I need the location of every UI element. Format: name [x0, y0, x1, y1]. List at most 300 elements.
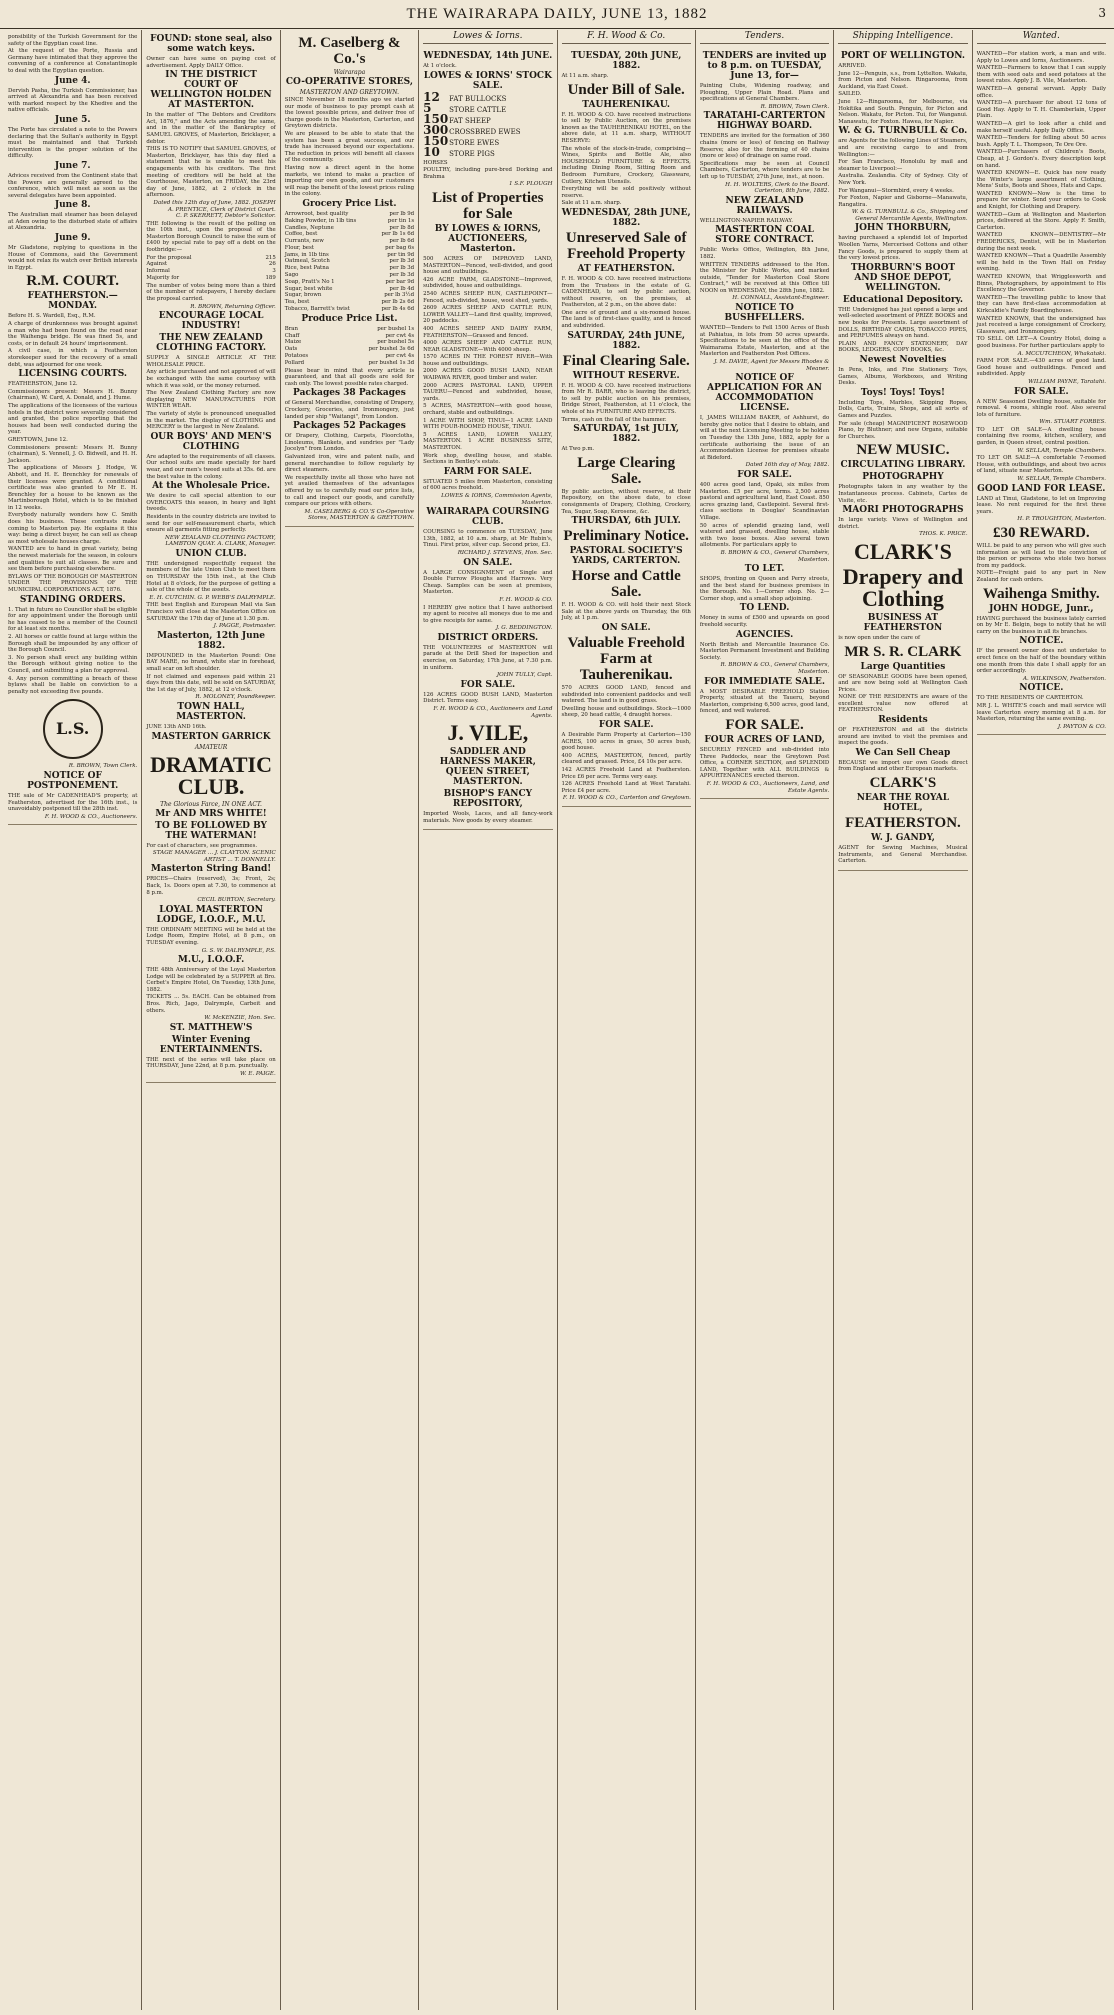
headline: TENDERS are invited up to 8 p.m. on TUESDAY, June 13, for—: [702, 51, 827, 81]
signature: 1 S.F. PLOUGH: [509, 181, 553, 188]
paragraph: 5 ACRES LAND, LOWER VALLEY, MASTERTON. 1 ACRE BUSINESS SITE, MASTERTON.: [423, 431, 553, 451]
headline: FOR SALE.: [460, 679, 516, 690]
paragraph: F. H. WOOD & CO. have received instructions to sell by Public Auction, on the premises known as the TAUHERENIKAU HOTEL, on the above date, at 11 a.m. sharp, WITHOUT RESERVE:: [561, 111, 691, 144]
paragraph: WANTED KNOWN—That a Quadrille Assembly will be held in the Town Hall on Friday evening.: [976, 253, 1106, 273]
headline: THE NEW ZEALAND CLOTHING FACTORY.: [156, 333, 267, 354]
signature: R. BROWN, Town Clerk.: [760, 103, 830, 110]
price-row: [146, 255, 275, 262]
paragraph: For sale (cheap) MAGNIFICENT ROSEWOOD Piano, by Bluthner; and new Organs, suitable for Churches.: [838, 420, 968, 440]
paragraph: WANTED—Purchasers of Children's Boots, Cheap, at J. Gordon's. Every description kept on hand.: [976, 149, 1106, 169]
item-price: per bag 6s: [385, 244, 415, 251]
paragraph: THE Undersigned has just opened a large and well-selected assortment of PRIZE BOOKS and new books for Presents. Large assortment of DOLLS, BIRTHDAY CARDS, TOBACCO PIPES, and PERFUMES always on hand.: [838, 306, 968, 340]
headline: LOWES & IORNS' STOCK SALE.: [423, 70, 552, 91]
column-7: [834, 30, 972, 2010]
paragraph: In the matter of "The Debtors and Creditors Act, 1876," and the Acts amending the same, and in the matter of the Bankruptcy of SAMUEL GROVES, of Masterton, Bricklayer, a debtor.: [146, 112, 276, 145]
column-6: [696, 30, 834, 2010]
paragraph: One acre of ground and a six-roomed house. The land is of first-class quality, and is fenced and subdivided.: [561, 309, 691, 330]
signature: STAGE MANAGER ... J. CLAYTON. SCENIC ARTIST ... T. DONNELLY.: [152, 850, 276, 863]
paragraph: Money in sums of £500 and upwards on good freehold security.: [699, 615, 830, 629]
item-price: 215: [265, 254, 276, 261]
headline: TO LEND.: [739, 603, 790, 614]
subheading: The Glorious Farce, IN ONE ACT.: [160, 800, 262, 808]
item-price: per lb 3d: [389, 258, 415, 265]
signature: E. H. CUTCHIN. G. P. WEBB'S DALRYMPLE.: [149, 594, 276, 601]
headline: BY LOWES & IORNS, AUCTIONEERS, Masterton.: [434, 223, 541, 254]
paragraph: If not claimed and expenses paid within 21 days from this date, will be sold on SATURDAY, the 1st day of July, 1882, at 12 o'clock.: [146, 673, 276, 693]
headline: W. J. GANDY,: [870, 833, 935, 844]
paragraph: In large variety. Views of Wellington and district.: [838, 517, 968, 530]
item-name: Jams, in 1lb tins: [284, 251, 329, 258]
item-price: per bushel 1s: [377, 325, 415, 332]
paragraph: having purchased a splendid lot of Imported Woollen Yarns, Mercerised Cottons and other Fancy Goods, is prepared to supply them at the very lowest prices.: [838, 235, 968, 262]
column-heading: Shipping Intelligence.: [838, 30, 967, 44]
display-heading: NEW MUSIC.: [856, 442, 950, 459]
headline: Toys! Toys! Toys!: [860, 387, 945, 398]
headline: JOHN THORBURN,: [854, 223, 952, 234]
price-row: [285, 252, 414, 259]
item-price: per lb 1s 6d: [381, 231, 415, 238]
paragraph: TO SELL OR LET—A Country Hotel, doing a good business. For further particulars apply to: [976, 336, 1106, 349]
display-heading: Horse and Cattle Sale.: [571, 568, 681, 601]
paragraph: 4. Any person committing a breach of these bylaws shall be liable on conviction to a penalty not exceeding five pounds.: [8, 675, 138, 695]
headline: ST. MATTHEW'S: [169, 1022, 253, 1033]
paragraph: Including Tops, Marbles, Skipping Ropes, Dolls, Carts, Trains, Shops, and all sorts of Games and Puzzles.: [838, 399, 968, 419]
paragraph: are Agents for the following Lines of Steamers, and are receiving cargo to and from Wellington:—: [838, 138, 968, 158]
paragraph: The variety of style is pronounced unequalled in the market. The display of CLOTHING and MERCERY is the largest in New Zealand.: [146, 410, 276, 431]
paragraph: HORSES: [423, 159, 448, 166]
paragraph: 400 ACRES, MASTERTON, fenced, partly cleared and grassed. Price, £4 10s per acre.: [561, 752, 691, 766]
headline: LICENSING COURTS.: [18, 369, 128, 380]
paragraph: A MOST DESIRABLE FREEHOLD Station Property, situated at the Taueru, beyond Masterton, comprising 6,500 acres, good land, fenced, and well watered.: [699, 688, 830, 715]
signature: R. MOLONEY, Poundkeeper.: [195, 694, 276, 701]
item-price: 3: [272, 268, 276, 275]
paragraph: of General Merchandise, consisting of Drapery, Crockery, Groceries, and Ironmongery, just landed per ship "Waitangi", from London.: [284, 400, 415, 420]
paragraph: We are pleased to be able to state that the system has been a great success, and our trade has increased beyond our expectations. The reduction in prices will benefit all classes of the community.: [284, 130, 415, 164]
headline: Masterton String Band!: [150, 864, 272, 875]
headline: ON SALE.: [463, 557, 513, 568]
item-price: per bushel 1s 3d: [368, 359, 415, 366]
headline: TUESDAY, 20th JUNE, 1882.: [570, 51, 682, 71]
headline: WAIRARAPA COURSING CLUB.: [426, 507, 550, 528]
signature: F. H. WOOD & CO.: [499, 596, 553, 603]
stock-count: 300: [423, 122, 449, 137]
item-name: Oats: [284, 346, 298, 353]
item-price: per lb 6d: [389, 238, 415, 245]
item-price: per cwt 4s: [385, 353, 415, 360]
headline: THORBURN'S BOOT AND SHOE DEPOT, WELLINGTON.: [850, 262, 956, 293]
price-row: [285, 279, 414, 286]
paragraph: 126 ACRES GOOD BUSH LAND, Masterton District. Terms easy.: [423, 691, 553, 705]
display-heading: Preliminary Notice.: [563, 528, 689, 545]
paragraph: ponsibility of the Turkish Government for the safety of the Egyptian coast line.: [8, 34, 138, 47]
item-name: Sago: [284, 272, 299, 279]
paragraph: SAILED.: [838, 91, 862, 98]
paragraph: WANTED—Tenders for felling about 50 acres bush. Apply T. L. Thompson, Te Ore Ore.: [976, 135, 1106, 148]
headline: TO LET.: [744, 564, 785, 575]
headline: LOYAL MASTERTON LODGE, I.O.O.F., M.U.: [156, 904, 266, 925]
item-name: Baking Powder, in 1lb tins: [284, 217, 357, 224]
paragraph: Public Works Office, Wellington, 8th June, 1882.: [699, 247, 830, 260]
paragraph: A charge of drunkenness was brought against a man who had been found on the road near the Waihenga bridge. He was fined 5s, and costs, or in default 24 hours' imprisonment.: [8, 321, 138, 347]
signature: H. H. WOLTERS, Clerk to the Board. Carterton, 8th June, 1882.: [725, 181, 830, 195]
advertisement-block: [423, 47, 552, 830]
price-row: [285, 231, 414, 238]
paragraph: 1 ACRE WITH SHOP, TINUI—1 ACRE LAND WITH FOUR-ROOMED HOUSE, TINUI.: [423, 417, 553, 431]
paragraph: F. H. WOOD & CO. have received instructions from the Trustees in the estate of G. CADENHEAD, to sell by public auction, without reserve, on the premises, at Featherston, at 2 p.m., on the above date:: [561, 275, 691, 309]
signature: THOS. K. PRICE.: [919, 531, 968, 538]
paragraph: WANTED KNOWN, that the undersigned has just received a large consignment of Crockery, Glassware, and Ironmongery.: [976, 315, 1106, 335]
headline: At the Wholesale Price.: [152, 481, 271, 492]
price-row: [146, 275, 275, 282]
paragraph: TENDERS are invited for the formation of 360 chains (more or less) of fencing on Railway Reserve; also for the forming of 40 chains (more or less) of drainage on same road.: [699, 133, 830, 160]
paragraph: 4000 ACRES SHEEP AND CATTLE RUN, NEAR GLADSTONE—With 4000 sheep.: [423, 340, 553, 353]
stock-row: [423, 89, 552, 104]
headline: MAORI PHOTOGRAPHS: [842, 505, 964, 516]
paragraph: 1570 ACRES IN THE FOREST RIVER—With house and outbuildings.: [423, 354, 553, 367]
signature: G. S. W. DALRYMPLE, P.S.: [201, 947, 276, 954]
item-price: per lb 3d: [389, 265, 415, 272]
display-heading: Waihenga Smithy.: [982, 585, 1100, 602]
price-row: [285, 306, 414, 313]
headline: W. & G. TURNBULL & Co.: [838, 126, 968, 137]
item-price: per lb 3½d: [384, 292, 415, 299]
paragraph: THE best English and European Mail via San Francisco will close at the Masterton Office on SATURDAY the 17th day of June at 1.30 p.m.: [146, 602, 276, 622]
paragraph: BYLAWS OF THE BOROUGH OF MASTERTON UNDER THE PROVISIONS OF THE MUNICIPAL CORPORATIONS ACT, 1876.: [8, 573, 138, 593]
signature: W. & G. TURNBULL & Co., Shipping and General Mercantile Agents, Wellington.: [851, 209, 968, 222]
paragraph: THE following is the result of the polling on the 10th inst., upon the proposal of the Masterton Borough Council to raise the sum of £400 by special rate to pay off a debt on the footbridge:—: [146, 220, 276, 254]
paragraph: WANTED KNOWN—Now is the time to prepare for winter. Send your orders to Cook and Knight, for Clothing and Drapery.: [976, 190, 1106, 211]
display-heading: Unreserved Sale of Freehold Property: [565, 229, 687, 262]
paragraph: 400 acres good land, Opaki, six miles from Masterton. £5 per acre, terms. 2,500 acres pastoral and agricultural land, East Coast. 850 acres grazing land, Castlepoint. Several first-class sections in Douglas' Scandinavian Village.: [699, 481, 830, 521]
paragraph: 50 acres of splendid grazing land, well watered and grassed, dwelling house, stable with two loose boxes. Also several town allotments. For particulars apply to: [699, 522, 830, 549]
signature: F. H. WOOD & CO., Carterton and Greytown.: [562, 795, 691, 802]
paragraph: I HEREBY give notice that I have authorised my agent to receive all moneys due to me and to give receipts for same.: [423, 604, 553, 624]
paragraph: I, JAMES WILLIAM BAKER, of Ashhurst, do hereby give notice that I desire to obtain, and will at the next Licensing Meeting to be holden on Tuesday the 13th June, 1882, apply for a certificate authorising the issue of an Accommodation License for premises situate at Bideford.: [699, 415, 830, 461]
display-heading: R.M. COURT.: [26, 273, 119, 290]
paragraph: WANTED—Gum at Wellington and Masterton prices, delivered at the Store. Apply F. Smith, Carterton.: [976, 211, 1106, 231]
paragraph: THE undersigned respectfully request the members of the late Union Club to meet them on THURSDAY the 15th inst., at the Club Hotel at 8 o'clock, for the purpose of getting a sale of the whole of the assets.: [146, 560, 276, 594]
paragraph: WANTED KNOWN—E. Quick has now ready the Winter's large assortment of Clothing, Mens' Suits, Boots and Shoes, Hats and Caps.: [976, 170, 1106, 190]
advertisement-block: [146, 30, 275, 1083]
paragraph: WANTED—A purchaser for about 12 tons of Good Hay. Apply to T. H. Chamberlain, Upper Plain.: [976, 100, 1106, 120]
paragraph: IMPOUNDED in the Masterton Pound: One BAY MARE, no brand, white star in forehead, small scar on left shoulder.: [146, 652, 276, 672]
stock-row: [423, 144, 552, 159]
price-row: [285, 353, 414, 360]
paragraph: TO LET OR SALE—A dwelling house containing five rooms, kitchen, scullery, and garden, in Queen street, central position.: [976, 426, 1106, 447]
column-4: [419, 30, 557, 2010]
headline: Grocery Price List.: [302, 198, 397, 209]
paragraph: HAVING purchased the business lately carried on by Mr E. Belgin, begs to notify that he will carry on the business in all its branches.: [976, 615, 1106, 635]
item-name: Tea, best: [284, 299, 310, 306]
price-row: [285, 211, 414, 218]
signature: F. H. WOOD & CO., Auctioneers, Land, and Estate Agents.: [706, 780, 830, 794]
paragraph: Work shop, dwelling house, and stable. Sections in Bentley's estate.: [423, 452, 553, 466]
headline: Packages 38 Packages: [293, 388, 406, 399]
subheading: Wairarapa: [333, 69, 366, 76]
headline: Residents: [878, 715, 928, 726]
paragraph: Sale at 11 a.m. sharp.: [561, 200, 622, 207]
signature: Dated this 12th day of June, 1882. JOSEPH A. PRENTICE, Clerk of District Court.: [153, 199, 276, 213]
paragraph: Having now a direct agent in the home markets, we intend to make a practice of importing our own goods, and our customers will reap the benefit of the lowest prices ruling in the colony.: [284, 164, 415, 198]
signature: W. SELLAR, Temple Chambers.: [1017, 476, 1106, 483]
headline: NEAR THE ROYAL HOTEL,: [856, 793, 950, 814]
headline: TO BE FOLLOWED BY THE WATERMAN!: [155, 820, 267, 841]
item-price: per lb 3d: [389, 272, 415, 279]
advertisement-block: [8, 30, 137, 825]
headline: FARM FOR SALE.: [443, 466, 532, 477]
headline: Newest Novelties: [859, 355, 947, 365]
price-row: [285, 218, 414, 225]
paragraph: JUNE 13th AND 16th.: [146, 723, 207, 730]
paragraph: FARM FOR SALE.—430 acres of good land. Good house and outbuildings. Fenced and subdivided. Apply: [976, 358, 1106, 378]
paragraph: Specifications may be seen at Council Chambers, Carterton, where tenders are to be left up to TUESDAY, 27th June, inst., at noon.: [699, 160, 830, 180]
paragraph: Dervish Pasha, the Turkish Commissioner, has arrived at Alexandria and has been received with marked respect by the Khedive and the native officials.: [8, 87, 138, 114]
signature: C. P. SKERRETT, Debtor's Solicitor.: [176, 213, 276, 220]
headline: PHOTOGRAPHY: [862, 472, 944, 483]
paragraph: NOTE—Freight paid to any part in New Zealand for cash orders.: [976, 570, 1106, 583]
item-name: Candles, Neptune: [284, 224, 334, 231]
price-row: [285, 333, 414, 340]
item-price: per bushel 5s: [377, 339, 415, 346]
paragraph: WANTED—Tenders to Fell 1500 Acres of Bush at Pahiatua, in lots from 50 acres upwards. Specifications to be seen at the office of the Waimarama Estate, Masterton, and at the Masterton and Featherston Post Offices.: [699, 325, 830, 358]
paragraph: FEATHERSTON, June 12.: [8, 381, 78, 388]
paragraph: THE ORDINARY MEETING will be held at the Lodge Room, Empire Hotel, at 8 p.m., on TUESDAY evening.: [146, 926, 276, 946]
display-heading-large: J. VILE,: [447, 720, 529, 746]
item-name: Majority for: [146, 275, 180, 282]
headline: MASTERTON GARRICK: [151, 731, 271, 742]
signature: J. G. BEDDINGTON.: [495, 625, 553, 632]
paragraph: COURSING to commence on TUESDAY, June 13th, 1882, at 10 a.m. sharp, at Mr Rubin's, Tinui. First prize, silver cup. Second prize, £3.: [423, 529, 553, 549]
item-name: Rice, best Patna: [284, 265, 329, 272]
paragraph: THIS IS TO NOTIFY that SAMUEL GROVES, of Masterton, Bricklayer, has this day filed a statement that he is unable to meet his engagements with his creditors. The first meeting of creditors will be held at the Courthouse, Masterton, on FRIDAY, the 23rd day of June, 1882, at 2 o'clock in the afternoon.: [146, 146, 276, 199]
paragraph: OF FEATHERSTON and all the districts around are invited to visit the premises and inspect the goods.: [838, 727, 968, 747]
headline: JOHN HODGE, Junr.,: [989, 603, 1094, 614]
signature: LOWES & IORNS, Commission Agents, Masterton.: [441, 492, 553, 506]
headline: THURSDAY, 6th JULY.: [571, 516, 681, 527]
paragraph: At 11 a.m. sharp.: [561, 73, 609, 79]
headline: SATURDAY, 1st JULY, 1882.: [573, 424, 680, 445]
headline: BUSINESS AT FEATHERSTON: [863, 612, 943, 633]
paragraph: TO LET OR SALE—A comfortable 7-roomed House, with outbuildings, and about two acres of land, situate near Masterton.: [976, 455, 1106, 475]
headline: June 4.: [54, 75, 91, 86]
item-price: per lb 4d: [389, 285, 415, 292]
item-name: Oatmeal, Scotch: [284, 258, 330, 265]
stock-list: [423, 89, 552, 159]
paragraph: The whole of the stock-in-trade, comprising—Wines, Spirits and Bottle Ale, also HOUSEHOLD FURNITURE & EFFECTS, including Dining Room, Sitting Room and Bedroom Furniture, Crockery, Glassware, Cutlery, Kitchen Utensils.: [561, 145, 691, 185]
headline: BISHOP'S FANCY REPOSITORY,: [443, 789, 533, 810]
stock-count: 5: [423, 100, 432, 115]
item-name: Soap, Pratt's No 1: [284, 278, 335, 285]
signature: B. BROWN & CO., General Chambers, Masterton.: [720, 549, 830, 563]
column-heading: Lowes & Iorns.: [423, 30, 552, 44]
column-1: [4, 30, 142, 2010]
paragraph: 142 ACRES Freehold Land at Featherston. Price £6 per acre. Terms very easy.: [561, 766, 691, 780]
headline: Educational Depository.: [842, 294, 963, 305]
headline: DISTRICT ORDERS.: [437, 632, 539, 643]
headline: SATURDAY, 24th JUNE, 1882.: [567, 330, 685, 351]
paragraph: At the request of the Porte, Russia and Germany have intimated that they approve the convening of a conference at Constantinople to deal with the Egyptian question.: [8, 48, 138, 74]
paragraph: WELLINGTON-NAPIER RAILWAY.: [699, 217, 794, 224]
paragraph: The applications of the licensees of the various hotels in the district were severally considered and granted, the police reporting that the houses had been well conducted during the year.: [8, 402, 138, 436]
signature: W. E. PAIGE.: [239, 1071, 276, 1078]
paragraph: SINCE November 18 months ago we started our mode of business to pay prompt cash at the lowest possible prices, and deliver free of charge goods in the Masterton, Carterton, and Greytown districts.: [284, 97, 415, 130]
headline: June 5.: [54, 114, 91, 125]
paragraph: Galvanized iron, wire and patent nails, and general merchandise to follow regularly by direct steamers.: [284, 453, 415, 474]
masthead: [0, 0, 1114, 29]
signature: F. H. WOOD & CO., Auctioneers.: [44, 813, 138, 820]
item-name: Sugar, brown: [284, 292, 322, 299]
item-price: per lb 9d: [389, 210, 415, 217]
item-price: 189: [265, 275, 276, 282]
subheading: MASTERTON AND GREYTOWN.: [299, 89, 400, 96]
headline: FOUR ACRES OF LAND,: [704, 735, 825, 745]
stock-count: 150: [423, 111, 449, 126]
paragraph: WANTED—A general servant. Apply Daily office.: [976, 85, 1106, 99]
paragraph: Australia. Zealandia. City of Sydney. City of New York.: [838, 173, 968, 186]
display-heading: Final Clearing Sale.: [562, 352, 690, 369]
display-heading: Under Bill of Sale.: [567, 81, 685, 98]
headline: ON SALE.: [601, 622, 651, 633]
paragraph: A civil case, in which a Featherston storekeeper sued for the recovery of a small debt, was adjourned for one week.: [8, 348, 138, 368]
headline: STANDING ORDERS.: [19, 594, 126, 605]
price-row: [146, 261, 275, 268]
price-row: [146, 268, 275, 275]
item-price: per tin 9d: [387, 251, 415, 258]
headline: NOTICE OF APPLICATION FOR AN ACCOMMODATION LICENSE.: [707, 373, 822, 414]
paragraph: The New Zealand Clothing Factory are now displaying NEW MANUFACTURES FOR WINTER WEAR.: [146, 390, 276, 410]
paragraph: SHOPS, fronting on Queen and Perry streets, and the best stand for business premises in the Borough. No. 1—Corner shop. No. 2—Corner shop, and a small shop adjoining.: [699, 576, 830, 602]
headline: NOTICE.: [1019, 636, 1064, 647]
price-row: [285, 326, 414, 333]
paragraph: TICKETS ... 5s. EACH. Can be obtained from Bros. Rich, Jago, Dalrymple, Carbeit and others.: [146, 994, 276, 1014]
headline: NOTICE OF POSTPONEMENT.: [27, 770, 119, 791]
paragraph: PLAIN AND FANCY STATIONERY, DAY BOOKS, LEDGERS, COPY BOOKS, &c.: [838, 340, 968, 354]
price-row: [285, 360, 414, 367]
headline: NOTICE TO BUSHFELLERS.: [724, 303, 805, 324]
headline: IN THE DISTRICT COURT OF WELLINGTON HOLDEN AT MASTERTON.: [150, 70, 272, 111]
paragraph: 126 ACRES Freehold Land at West Taratahi. Price £4 per acre.: [561, 781, 691, 794]
paragraph: F. H. WOOD & CO. will hold their next Stock Sale at the above yards on Thursday, the 6th July, at 1 p.m.: [561, 602, 691, 622]
item-name: Arrowroot, best quality: [284, 210, 349, 217]
item-price: per lb 4s 6d: [381, 306, 415, 313]
headline: Packages 52 Packages: [293, 421, 406, 432]
paragraph: is now open under the care of: [838, 634, 920, 641]
signature: Wm. STUART FORBES.: [1039, 419, 1106, 426]
display-heading: FOR SALE.: [725, 717, 804, 733]
paragraph: WANTED—The travelling public to know that they can have first-class accommodation at Kirkcaldie's Family Boardinghouse.: [976, 294, 1106, 314]
seal-stamp: L.S.: [43, 699, 103, 759]
item-name: For the proposal: [146, 254, 192, 261]
paragraph: For San Francisco, Honolulu by mail and steamer to Liverpool:—: [838, 159, 968, 172]
column-heading: F. H. Wood & Co.: [562, 30, 691, 44]
paragraph: THE sale of Mr CADENHEAD'S property, at Featherston, advertised for the 16th inst., is unavoidably postponed till the 28th inst.: [8, 792, 138, 813]
paragraph: 2. All horses or cattle found at large within the Borough shall be impounded by any officer of the Borough Council.: [8, 633, 138, 654]
paragraph: 2609 ACRES SHEEP AND CATTLE RUN, LOWER VALLEY—Land first quality, improved, 20 paddocks.: [423, 305, 553, 325]
signature: RICHARD J. STEVENS, Hon. Sec.: [457, 549, 553, 556]
paragraph: The Porte has circulated a note to the Powers declaring that the Sultan's authority in Egypt must be maintained and that Turkish intervention is the proper solution of the difficulty.: [8, 126, 138, 160]
signature: R. BROWN, Returning Officer.: [190, 303, 276, 310]
paragraph: GREYTOWN, June 12.: [8, 436, 68, 443]
headline: WITHOUT RESERVE.: [572, 370, 680, 381]
paragraph: Terms, cash on the fall of the hammer.: [561, 416, 667, 423]
paragraph: For cast of characters, see programmes.: [146, 842, 258, 849]
headline: UNION CLUB.: [175, 548, 247, 559]
price-row: [285, 265, 414, 272]
paragraph: Are adapted to the requirements of all classes. Our school suits are made specially for hard wear, and our men's tweed suits at 35s. 6d. are the best value in the colony.: [146, 453, 276, 480]
paragraph: WANTED KNOWN, that Wrigglesworth and Binns, Photographers, by appointment to His Excellency the Governor.: [976, 274, 1106, 294]
price-row: [285, 339, 414, 346]
item-name: Potatoes: [284, 353, 309, 360]
paragraph: 570 ACRES GOOD LAND, fenced and subdivided into convenient paddocks and well watered. The land is in good grass.: [561, 684, 691, 705]
price-row: [285, 292, 414, 299]
headline: Large Quantities: [860, 661, 946, 672]
paragraph: SUPPLY A SINGLE ARTICLE AT THE WHOLESALE PRICE.: [146, 355, 276, 368]
paragraph: 500 ACRES OF IMPROVED LAND, MASTERTON—Fenced, well-divided, and good house and outbuildings.: [423, 255, 553, 276]
headline: TARATAHI-CARTERTON HIGHWAY BOARD.: [703, 111, 826, 132]
signature: A. WILKINSON, Featherston.: [1023, 675, 1106, 682]
headline: FOUND: stone seal, also some watch keys.: [150, 34, 272, 54]
display-heading: MR S. R. CLARK: [844, 643, 962, 660]
headline: PORT OF WELLINGTON.: [840, 51, 966, 61]
signature: A. MCCUTCHEON, Whakataki.: [1017, 350, 1106, 357]
signature: CECIL BURTON, Secretary.: [197, 897, 276, 904]
advertisement-block: [977, 47, 1106, 735]
display-heading: £30 REWARD.: [992, 525, 1090, 541]
item-name: Sugar, best white: [284, 285, 333, 292]
display-heading: CLARK'S: [869, 775, 937, 792]
paragraph: AGENT for Sewing Machines, Musical Instruments, and General Merchandise. Carterton.: [838, 845, 968, 865]
headline: FOR SALE.: [1013, 386, 1069, 397]
headline: GOOD LAND FOR LEASE.: [977, 483, 1106, 494]
headline: PASTORAL SOCIETY'S YARDS, CARTERTON.: [569, 546, 683, 567]
item-price: 26: [268, 261, 276, 268]
stock-name: FAT SHEEP: [449, 116, 491, 125]
headline: WEDNESDAY, 28th JUNE, 1882.: [561, 207, 691, 228]
paragraph: 400 ACRES SHEEP AND DAIRY FARM, FEATHERSTON—Grassed and fenced.: [423, 325, 553, 339]
item-name: Maize: [284, 339, 302, 346]
paragraph: THE 48th Anniversary of the Loyal Masterton Lodge will be celebrated by a SUPPER at Bro. Cerbet's Empire Hotel, On Tuesday, 13th June, 1882.: [146, 967, 276, 993]
price-row: [285, 346, 414, 353]
paragraph: For Foxton, Napier and Gisborne—Manawatu, Rangatira.: [838, 195, 968, 208]
paragraph: TO THE RESIDENTS OF CARTERTON.: [976, 695, 1084, 702]
price-row: [285, 245, 414, 252]
price-row: [285, 272, 414, 279]
price-row: [285, 225, 414, 232]
paragraph: IF the present owner does not undertake to erect fence on the half of the boundary within one month from this date I shall apply for an order accordingly.: [976, 648, 1106, 675]
paragraph: Commissioners present: Messrs H. Bunny (chairman), S. Vennell, J. O. Bidwell, and H. H. Jackson.: [8, 444, 138, 464]
paragraph: A Desirable Farm Property at Carterton—150 ACRES, 100 acres in grass, 50 acres bush, good house.: [561, 731, 691, 752]
headline: TAUHERENIKAU.: [582, 99, 671, 110]
paragraph: PRICES—Chairs (reserved), 3s; Front, 2s; Back, 1s. Doors open at 7.30, to commence at 8 p.m.: [146, 876, 276, 896]
headline: NOTICE.: [1019, 683, 1064, 694]
item-name: Pollard: [284, 359, 305, 366]
item-price: per lb 8d: [389, 224, 415, 231]
paragraph: F. H. WOOD & CO. have received instructions from Mr R. BARR, who is leaving the district, to sell by public auction on his premises, Bridge Street, Featherston, at 11 o'clock, the whole of his FURNITURE AND EFFECTS.: [561, 382, 691, 416]
headline: AT FEATHERSTON.: [577, 263, 675, 274]
price-row: [285, 238, 414, 245]
headline: June 8.: [54, 200, 91, 211]
column-5: [558, 30, 696, 2010]
item-price: per cwt 4s: [385, 332, 415, 339]
signature: NEW ZEALAND CLOTHING FACTORY, LAMBTON QUAY. A. CLARK, Manager.: [164, 534, 276, 548]
item-name: Currants, new: [284, 238, 324, 245]
display-heading: M. Caselberg & Co.'s: [298, 35, 401, 67]
paragraph: WANTED—Farmers to know that I can supply them with seed oats and seed potatoes at the lowest rates. Apply J. B. Vile, Masterton.: [976, 65, 1106, 85]
signature: J. M. DAVIE, Agent for Messrs Rhodes & Meaner.: [714, 359, 830, 372]
advertisement-block: [285, 30, 414, 527]
paragraph: We respectfully invite all those who have not yet availed themselves of the advantages offered by us to carefully read our price lists, to call and inspect our goods, and carefully compare our prices with others.: [284, 474, 415, 508]
paragraph: THE next of the series will take place on THURSDAY, June 22nd, at 8 p.m. punctually.: [146, 1056, 276, 1070]
